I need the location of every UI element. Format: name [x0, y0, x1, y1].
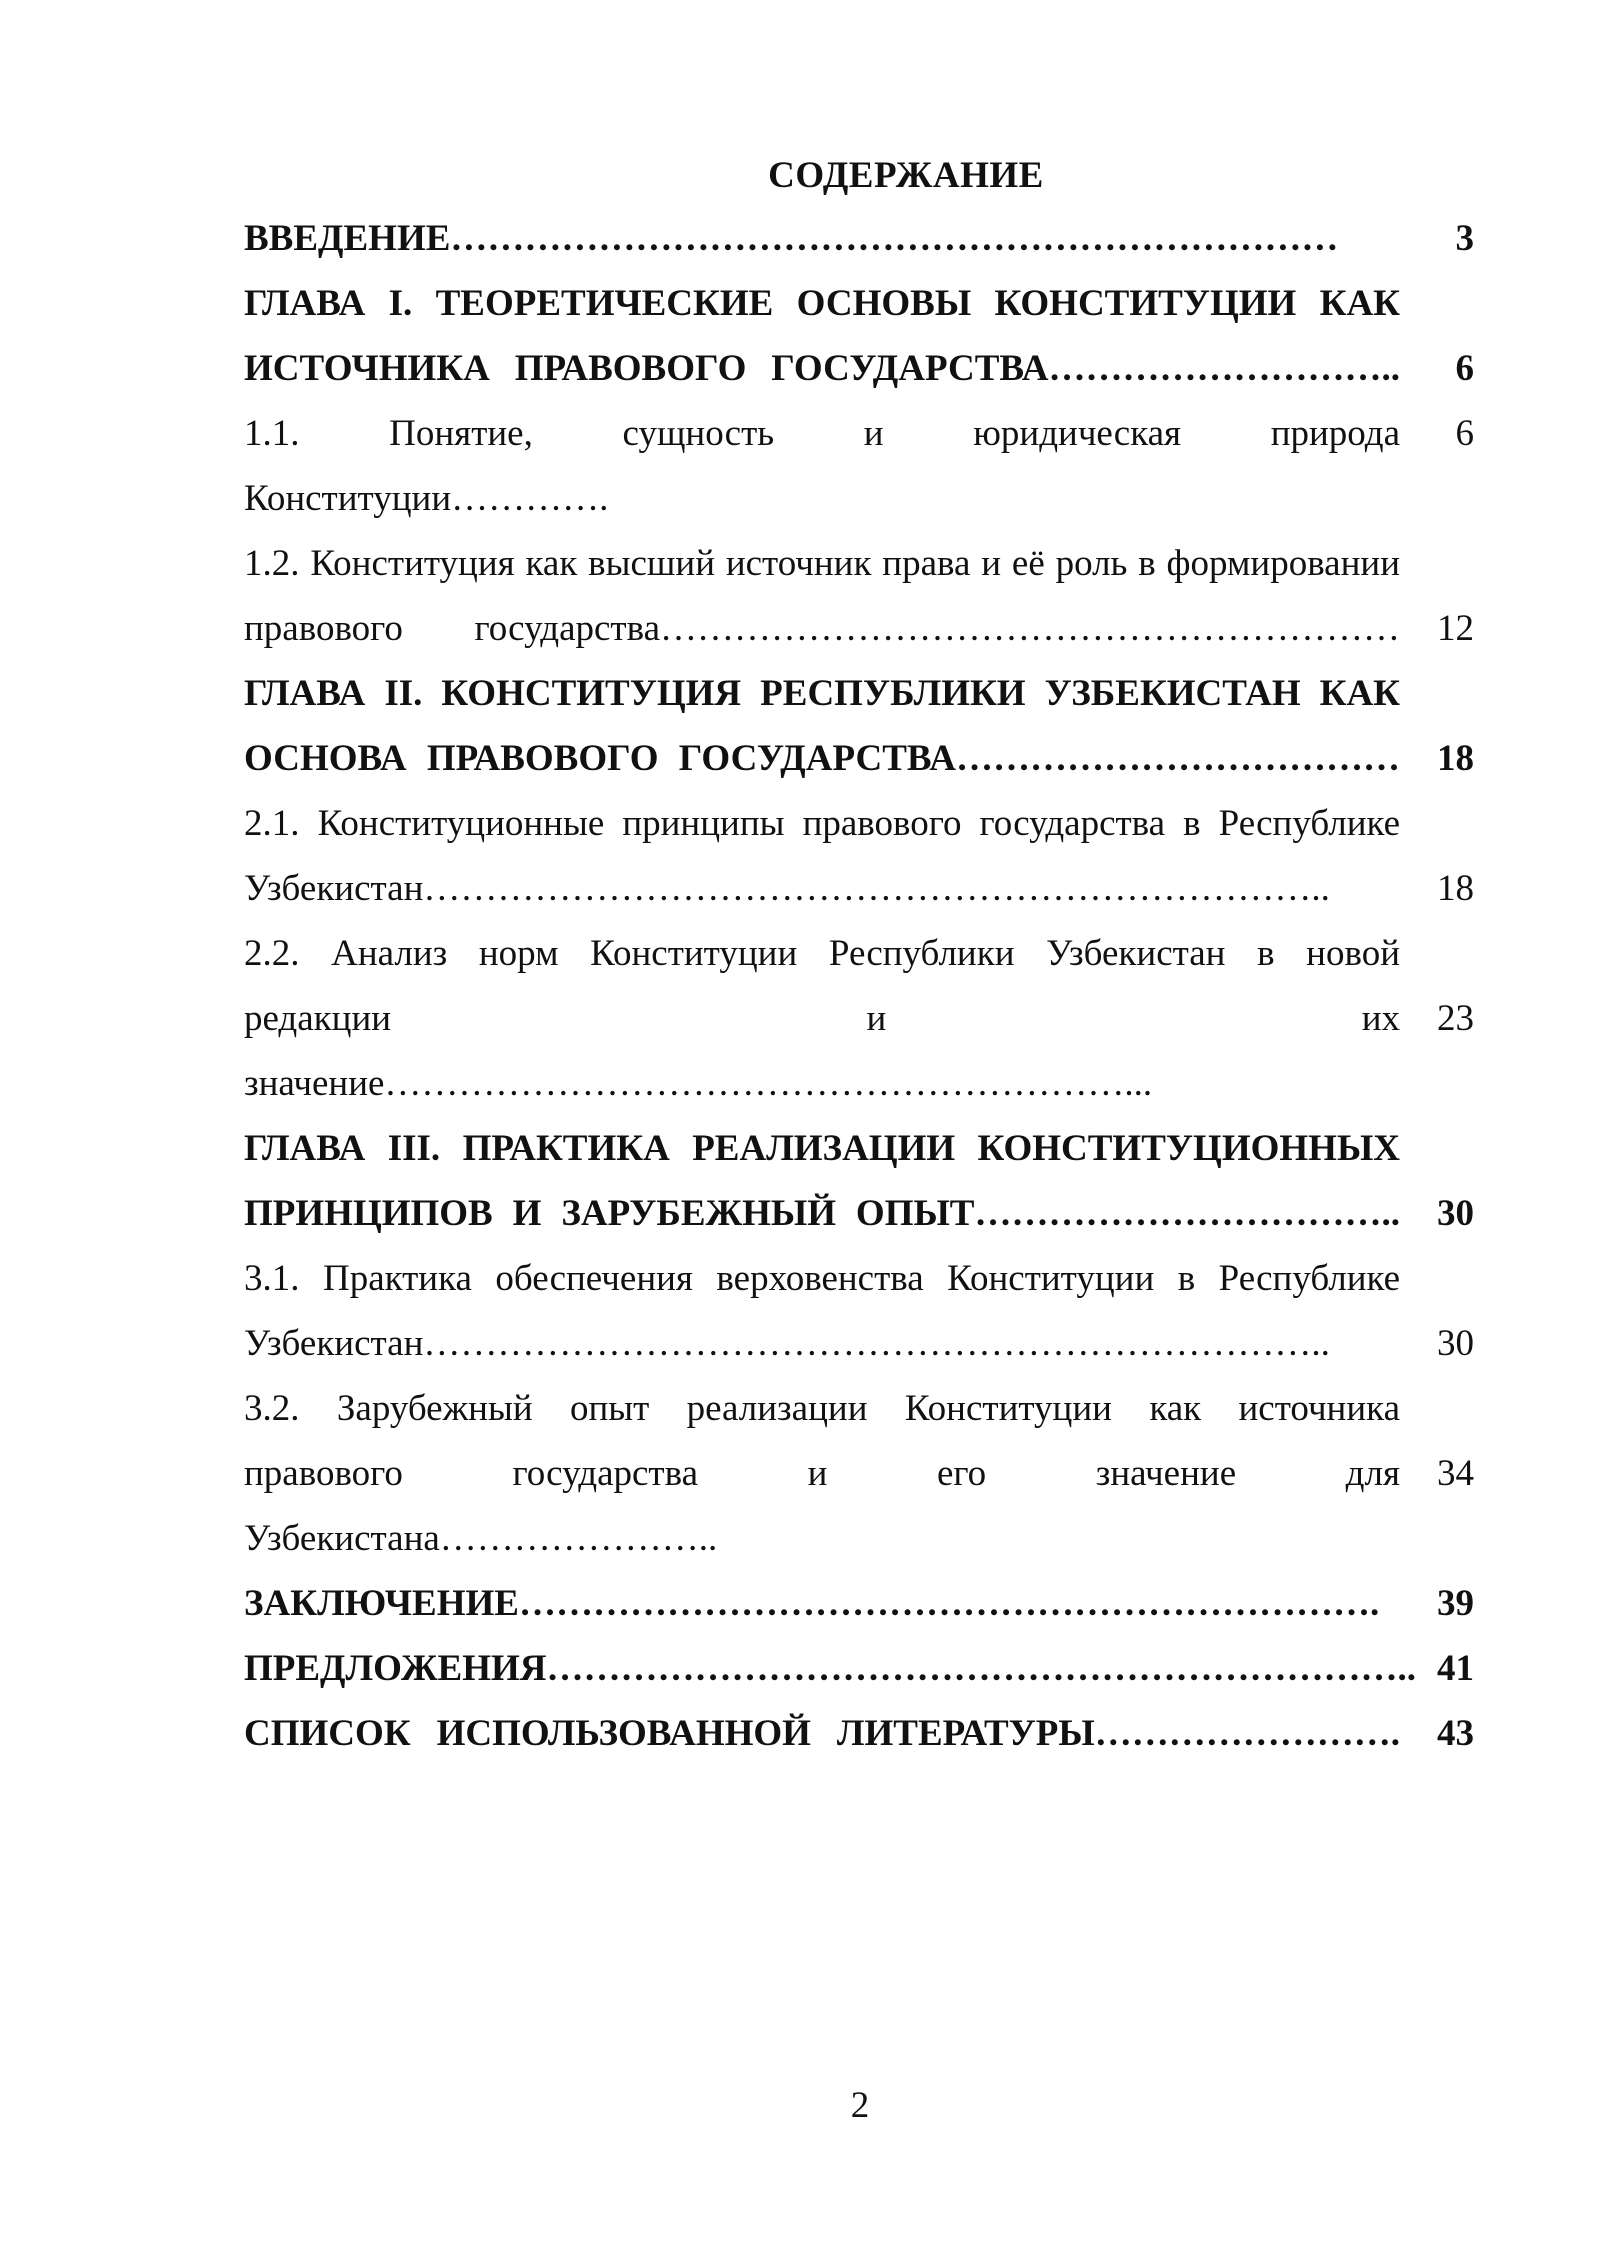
toc-entry-introduction[interactable]: [244, 206, 1474, 271]
toc-entry-line: правового государства……………………………………………………: [244, 608, 1400, 649]
toc-entry-line: 2.2. Анализ норм Конституции Республики Узбекистан в новой: [244, 933, 1400, 974]
toc-entry-title: [244, 271, 1400, 401]
toc-entry-page-number: 6: [1455, 413, 1474, 454]
table-of-contents: [244, 206, 1474, 1766]
toc-entry-section-1-2[interactable]: [244, 531, 1474, 661]
toc-entry-line: редакции и их: [244, 998, 1400, 1039]
toc-entry-title: [244, 661, 1400, 791]
toc-entry-title: [244, 1246, 1400, 1376]
page-title-text: СОДЕРЖАНИЕ: [768, 155, 1044, 196]
toc-entry-line: 2.1. Конституционные принципы правового государства в Республике: [244, 803, 1400, 844]
toc-entry-line: ОСНОВА ПРАВОВОГО ГОСУДАРСТВА………………………………: [244, 738, 1400, 779]
toc-entry-line: ВВЕДЕНИЕ………………………………………………………………: [244, 218, 1339, 259]
toc-entry-title: [244, 206, 1400, 271]
toc-entry-bibliography[interactable]: [244, 1701, 1474, 1766]
toc-entry-line: 3.1. Практика обеспечения верховенства Конституции в Республике: [244, 1258, 1400, 1299]
page-title: [0, 150, 1600, 202]
toc-entry-proposals[interactable]: [244, 1636, 1474, 1701]
toc-entry-line: ИСТОЧНИКА ПРАВОВОГО ГОСУДАРСТВА………………………..: [244, 348, 1400, 389]
toc-entry-page-number: 34: [1437, 1453, 1474, 1494]
toc-entry-conclusion[interactable]: [244, 1571, 1474, 1636]
toc-entry-line: правового государства и его значение для: [244, 1453, 1400, 1494]
toc-entry-line: ПРЕДЛОЖЕНИЯ……………………………………………………………..: [244, 1648, 1416, 1689]
toc-entry-title: [244, 1701, 1400, 1766]
toc-entry-line: ГЛАВА I. ТЕОРЕТИЧЕСКИЕ ОСНОВЫ КОНСТИТУЦИИ КАК: [244, 283, 1400, 324]
toc-entry-title: [244, 531, 1400, 661]
toc-entry-page-number: 18: [1437, 868, 1474, 909]
toc-entry-page-number: 30: [1437, 1193, 1474, 1234]
toc-entry-line: значение……………………………………………………...: [244, 1063, 1153, 1104]
toc-entry-line: Узбекистана…………………..: [244, 1518, 718, 1559]
toc-entry-line: ЗАКЛЮЧЕНИЕ…………………………………………………………….: [244, 1583, 1380, 1624]
toc-entry-page-number: 18: [1437, 738, 1474, 779]
toc-entry-page-number: 12: [1437, 608, 1474, 649]
toc-entry-line: 1.2. Конституция как высший источник права и её роль в формировании: [244, 543, 1400, 584]
page-number-footer: 2: [850, 2085, 870, 2126]
toc-entry-line: Конституции………….: [244, 478, 609, 519]
toc-entry-section-1-1[interactable]: [244, 401, 1474, 531]
toc-entry-title: [244, 1376, 1400, 1571]
toc-entry-title: [244, 1571, 1400, 1636]
toc-entry-line: Узбекистан………………………………………………………………..: [244, 1323, 1330, 1364]
toc-entry-page-number: 6: [1455, 348, 1474, 389]
toc-entry-line: 3.2. Зарубежный опыт реализации Конституции как источника: [244, 1388, 1400, 1429]
toc-entry-page-number: 43: [1437, 1713, 1474, 1754]
toc-entry-title: [244, 1636, 1416, 1701]
toc-entry-page-number: 41: [1437, 1648, 1474, 1689]
toc-entry-page-number: 30: [1437, 1323, 1474, 1364]
toc-entry-title: [244, 791, 1400, 921]
toc-entry-line: ГЛАВА II. КОНСТИТУЦИЯ РЕСПУБЛИКИ УЗБЕКИСТАН КАК: [244, 673, 1400, 714]
toc-entry-section-2-2[interactable]: [244, 921, 1474, 1116]
toc-entry-page-number: 39: [1437, 1583, 1474, 1624]
toc-entry-title: [244, 921, 1400, 1116]
toc-entry-line: ГЛАВА III. ПРАКТИКА РЕАЛИЗАЦИИ КОНСТИТУЦИОННЫХ: [244, 1128, 1400, 1169]
toc-entry-title: [244, 401, 1400, 531]
toc-entry-line: ПРИНЦИПОВ И ЗАРУБЕЖНЫЙ ОПЫТ……………………………..: [244, 1193, 1400, 1234]
toc-entry-section-3-2[interactable]: [244, 1376, 1474, 1571]
toc-entry-section-3-1[interactable]: [244, 1246, 1474, 1376]
toc-entry-line: Узбекистан………………………………………………………………..: [244, 868, 1330, 909]
toc-entry-chapter-1[interactable]: [244, 271, 1474, 401]
toc-entry-line: СПИСОК ИСПОЛЬЗОВАННОЙ ЛИТЕРАТУРЫ…………………….: [244, 1713, 1400, 1754]
toc-entry-chapter-3[interactable]: [244, 1116, 1474, 1246]
toc-entry-page-number: 3: [1455, 218, 1474, 259]
toc-entry-page-number: 23: [1437, 998, 1474, 1039]
toc-entry-line: 1.1. Понятие, сущность и юридическая природа: [244, 413, 1400, 454]
toc-entry-section-2-1[interactable]: [244, 791, 1474, 921]
toc-entry-title: [244, 1116, 1400, 1246]
toc-entry-chapter-2[interactable]: [244, 661, 1474, 791]
